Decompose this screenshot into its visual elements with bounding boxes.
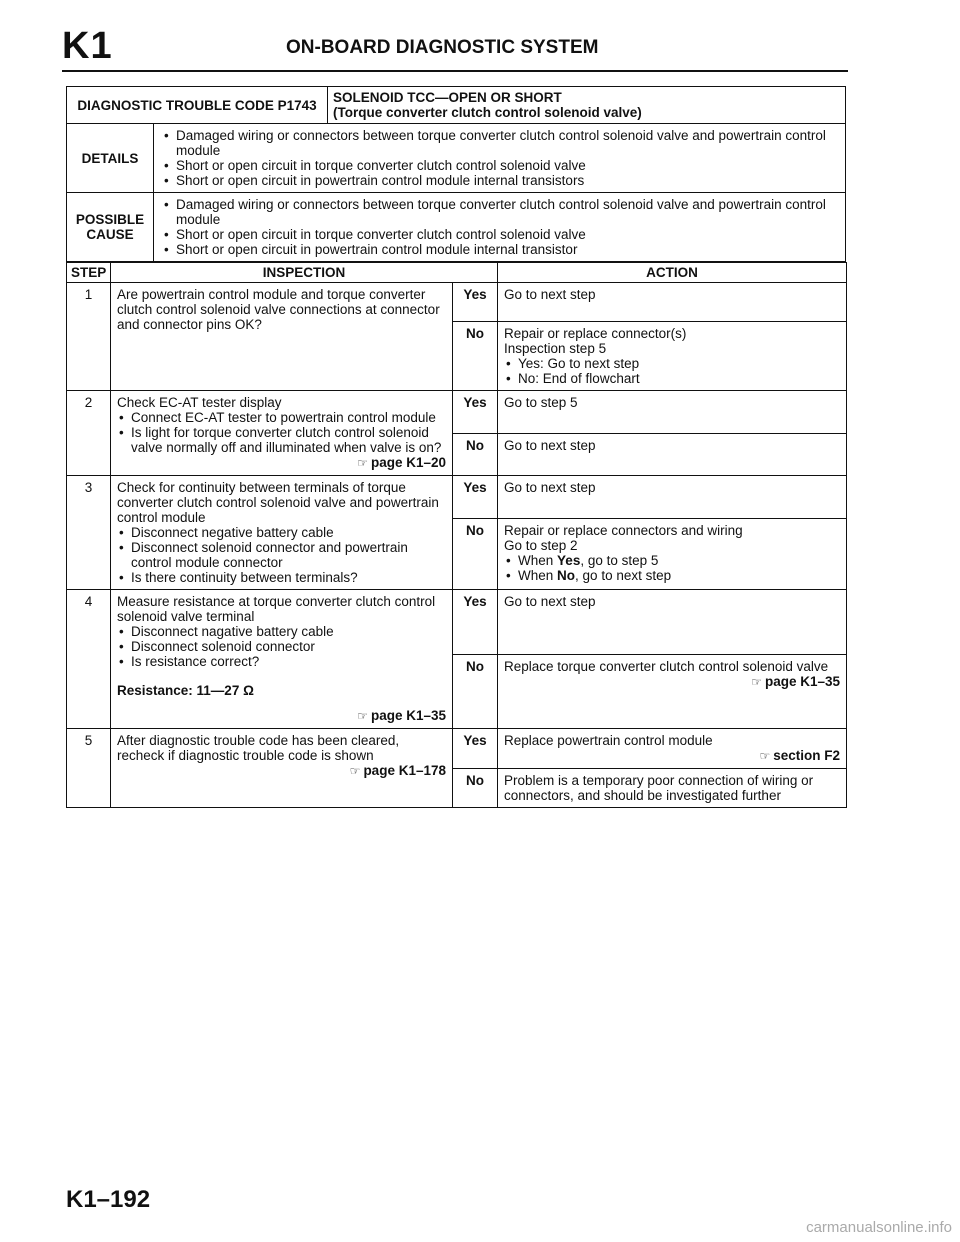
- no-action-bullet: • When No, go to next step: [504, 568, 840, 583]
- yes-action: Go to next step: [498, 283, 847, 322]
- details-list: [154, 124, 846, 192]
- step-number: 1: [67, 283, 111, 391]
- col-inspection: INSPECTION: [111, 263, 498, 283]
- cause-list: [154, 193, 846, 261]
- page-number: K1–192: [66, 1186, 151, 1213]
- step-inspection: [111, 476, 453, 590]
- no-action: Problem is a temporary poor connection of wiring or connectors, and should be investigated further: [498, 769, 847, 808]
- step-number: 3: [67, 476, 111, 590]
- inspection-bullet: • Is there continuity between terminals?: [117, 570, 446, 585]
- no-label: No: [453, 655, 498, 729]
- step-inspection-text: Measure resistance at torque converter clutch control solenoid valve terminal: [117, 594, 436, 624]
- details-row: [67, 124, 846, 193]
- step-inspection: Are powertrain control module and torque converter clutch control solenoid valve connections at connector and connector pins OK?: [111, 283, 453, 391]
- dtc-title-line2: (Torque converter clutch control solenoid valve): [333, 105, 642, 120]
- page-reference: [504, 674, 840, 690]
- yes-action: Go to next step: [498, 476, 847, 519]
- dtc-title-row: [67, 87, 846, 124]
- resistance-spec: Resistance: 11—27 Ω: [117, 683, 254, 698]
- section-code: K1: [62, 25, 113, 67]
- possible-cause-label-line1: POSSIBLE: [75, 212, 145, 227]
- no-label: No: [453, 769, 498, 808]
- table-row: [67, 729, 847, 769]
- page-reference-text: page K1–35: [370, 708, 446, 723]
- cause-item: • Short or open circuit in torque converter clutch control solenoid valve: [162, 227, 839, 242]
- no-action-bullet: • Yes: Go to next step: [504, 356, 840, 371]
- page-reference: [504, 748, 840, 764]
- details-label: DETAILS: [67, 124, 154, 192]
- page-reference-text: page K1–178: [363, 763, 446, 778]
- step-inspection-text: After diagnostic trouble code has been cleared, recheck if diagnostic trouble code is shown: [117, 733, 400, 763]
- no-action-line: Repair or replace connector(s): [504, 326, 687, 341]
- pointing-hand-icon: ☞: [357, 709, 368, 723]
- dtc-title-line1: SOLENOID TCC—OPEN OR SHORT: [333, 90, 562, 105]
- col-step: STEP: [67, 263, 111, 283]
- no-action-bullet: • When Yes, go to step 5: [504, 553, 840, 568]
- yes-label: Yes: [453, 476, 498, 519]
- col-action: ACTION: [498, 263, 847, 283]
- details-item: • Short or open circuit in torque converter clutch control solenoid valve: [162, 158, 839, 173]
- pointing-hand-icon: ☞: [357, 456, 368, 470]
- details-item: • Short or open circuit in powertrain control module internal transistors: [162, 173, 839, 188]
- pointing-hand-icon: ☞: [751, 675, 762, 689]
- table-row: [67, 476, 847, 519]
- dtc-summary-table: [66, 86, 846, 262]
- no-action-bullet: • No: End of flowchart: [504, 371, 840, 386]
- step-inspection: [111, 391, 453, 476]
- page-reference: [117, 708, 446, 724]
- no-action: Go to next step: [498, 434, 847, 476]
- yes-label: Yes: [453, 391, 498, 434]
- inspection-bullet: • Disconnect solenoid connector: [117, 639, 446, 654]
- yes-action: [498, 729, 847, 769]
- inspection-bullet: • Is light for torque converter clutch control solenoid valve normally off and illuminated when valve is on?: [117, 425, 446, 455]
- page-reference-text: page K1–35: [764, 674, 841, 689]
- yes-action-line: Replace powertrain control module: [504, 733, 713, 748]
- page-header: [62, 26, 848, 72]
- step-number: 4: [67, 590, 111, 729]
- yes-action: Go to next step: [498, 590, 847, 655]
- pointing-hand-icon: ☞: [759, 749, 771, 763]
- no-action-line: Replace torque converter clutch control solenoid valve: [504, 659, 829, 674]
- possible-cause-label: [67, 193, 154, 261]
- table-row: [67, 590, 847, 655]
- inspection-bullet: • Disconnect solenoid connector and powertrain control module connector: [117, 540, 446, 570]
- cause-row: [67, 193, 846, 262]
- table-row: [67, 391, 847, 434]
- cause-item: • Short or open circuit in powertrain control module internal transistor: [162, 242, 839, 257]
- no-action-line: Repair or replace connectors and wiring: [504, 523, 743, 538]
- inspection-table: [66, 262, 847, 808]
- step-inspection-text: Check for continuity between terminals of torque converter clutch control solenoid valve and powertrain control module: [117, 480, 439, 525]
- no-action: [498, 655, 847, 729]
- details-item: • Damaged wiring or connectors between torque converter clutch control solenoid valve and powertrain control module: [162, 128, 839, 158]
- no-label: No: [453, 519, 498, 590]
- inspection-bullet: • Disconnect nagative battery cable: [117, 624, 446, 639]
- dtc-title: [328, 87, 846, 124]
- pointing-hand-icon: ☞: [349, 764, 361, 778]
- step-inspection: [111, 590, 453, 729]
- dtc-code: DIAGNOSTIC TROUBLE CODE P1743: [67, 87, 328, 124]
- inspection-bullet: • Disconnect negative battery cable: [117, 525, 446, 540]
- yes-label: Yes: [453, 590, 498, 655]
- page-reference-text: page K1–20: [370, 455, 446, 470]
- no-action: [498, 322, 847, 391]
- yes-label: Yes: [453, 283, 498, 322]
- table-header-row: [67, 263, 847, 283]
- no-action: [498, 519, 847, 590]
- step-number: 5: [67, 729, 111, 808]
- step-number: 2: [67, 391, 111, 476]
- page-reference-text: section F2: [773, 748, 841, 763]
- possible-cause-label-line2: CAUSE: [86, 227, 134, 242]
- no-label: No: [453, 322, 498, 391]
- yes-label: Yes: [453, 729, 498, 769]
- table-row: [67, 283, 847, 322]
- page-reference: [117, 763, 446, 779]
- cause-item: • Damaged wiring or connectors between torque converter clutch control solenoid valve and powertrain control module: [162, 197, 839, 227]
- section-title: ON-BOARD DIAGNOSTIC SYSTEM: [286, 37, 599, 58]
- no-action-line: Inspection step 5: [504, 341, 607, 356]
- no-label: No: [453, 434, 498, 476]
- step-inspection-text: Check EC-AT tester display: [117, 395, 282, 410]
- page-reference: [117, 455, 446, 471]
- step-inspection: [111, 729, 453, 808]
- watermark: carmanualsonline.info: [806, 1219, 952, 1236]
- inspection-bullet: • Connect EC-AT tester to powertrain control module: [117, 410, 446, 425]
- yes-action: Go to step 5: [498, 391, 847, 434]
- no-action-line: Go to step 2: [504, 538, 578, 553]
- inspection-bullet: • Is resistance correct?: [117, 654, 446, 669]
